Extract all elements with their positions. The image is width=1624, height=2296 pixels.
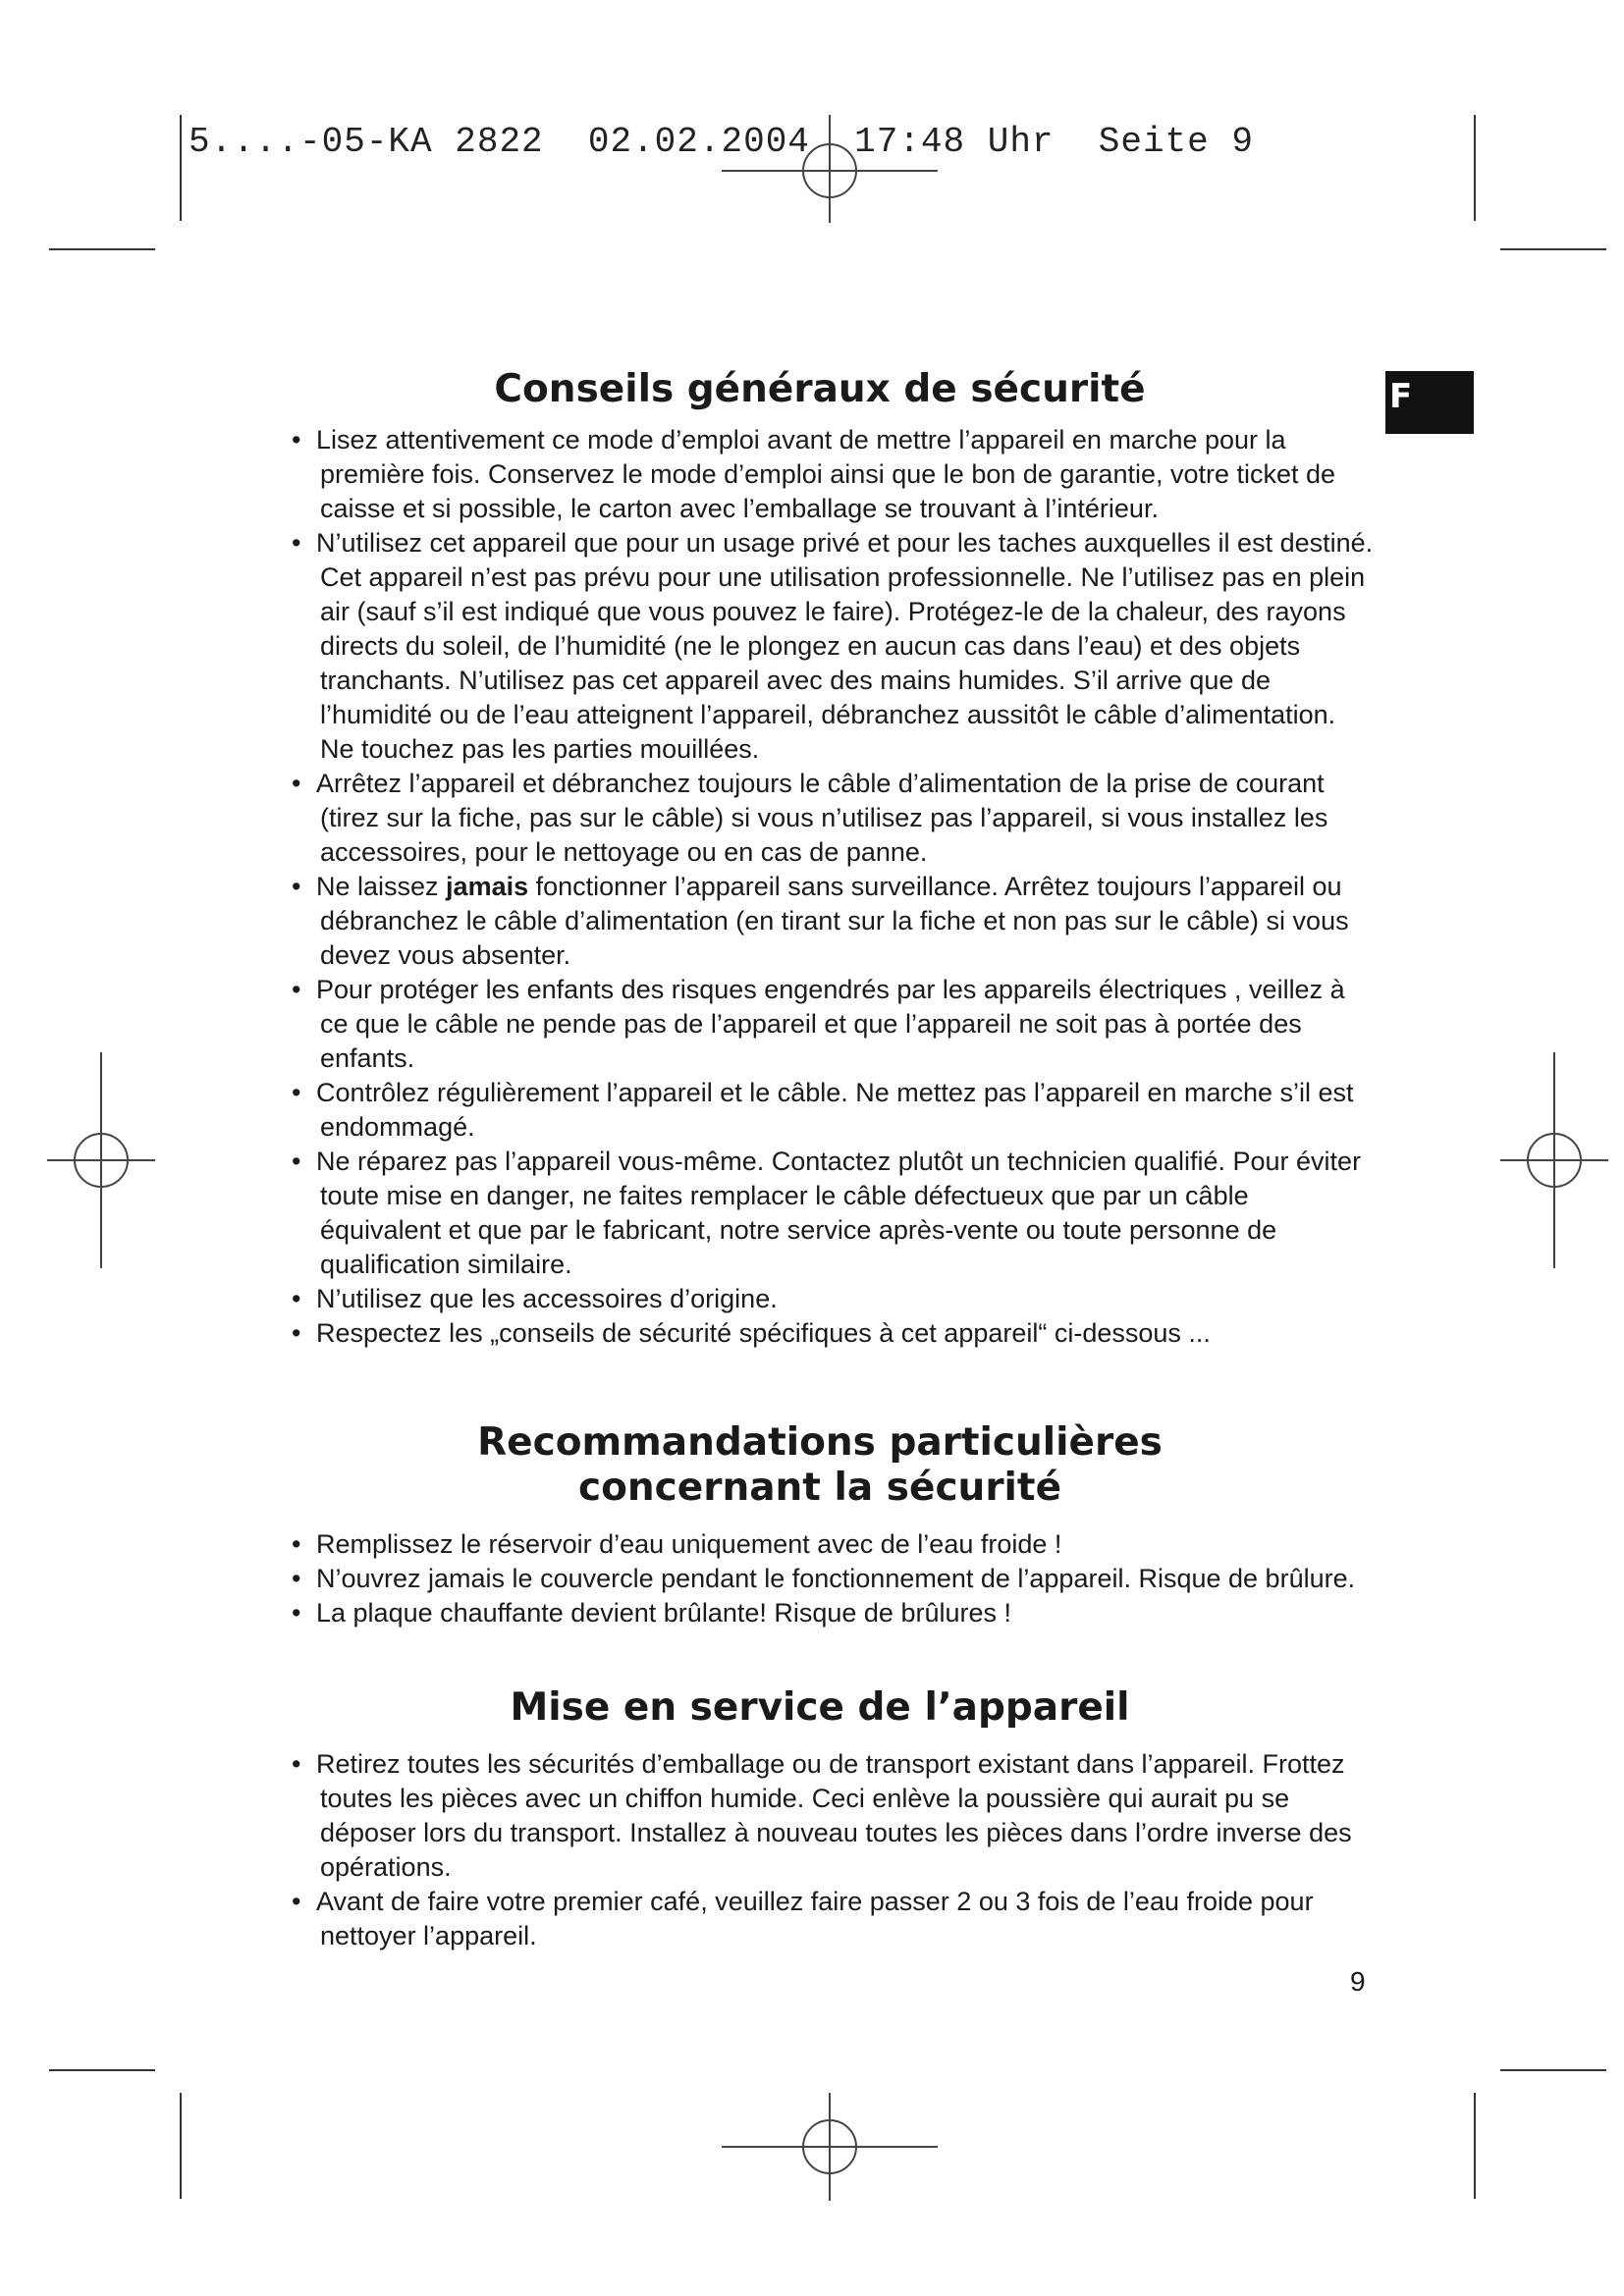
registration-mark-bottom-icon xyxy=(722,2093,938,2201)
list-item: • Lisez attentivement ce mode d’emploi avant de mettre l’appareil en marche pour la première fois. Conservez le mode d’emploi ainsi que le bon de garantie, votre ticket de caisse et si possible, le carton avec l’emballage se trouvant à l’intérieur. xyxy=(265,423,1375,526)
section-specific-safety xyxy=(265,1420,1375,1630)
list-item: • Pour protéger les enfants des risques engendrés par les appareils électriques , veillez à ce que le câble ne pende pas de l’appareil et que l’appareil ne soit pas à portée des enfants. xyxy=(265,973,1375,1076)
emphasis: jamais xyxy=(446,872,529,901)
list-item: • N’utilisez cet appareil que pour un usage privé et pour les taches auxquelles il est destiné. Cet appareil n’est pas prévu pour une utilisation professionnelle. Ne l’utilisez pas en plein air (sauf s’il est indiqué que vous pouvez le faire). Protégez-le de la chaleur, des rayons directs du soleil, de l’humidité (ne le plongez en aucun cas dans l’eau) et des objets tranchants. N’utilisez pas cet appareil avec des mains humides. S’il arrive que de l’humidité ou de l’eau atteignent l’appareil, débranchez aussitôt le câble d’alimentation. Ne touchez pas les parties mouillées. xyxy=(265,526,1375,767)
section-first-use xyxy=(265,1685,1375,1953)
crop-mark-top-right-vertical xyxy=(1474,115,1476,221)
list-item: • Remplissez le réservoir d’eau uniquement avec de l’eau froide ! xyxy=(265,1527,1375,1562)
list-item: • Avant de faire votre premier café, veuillez faire passer 2 ou 3 fois de l’eau froide pour nettoyer l’appareil. xyxy=(265,1885,1375,1953)
section-title: Mise en service de l’appareil xyxy=(510,1685,1130,1730)
crop-mark-bottom-right-vertical xyxy=(1474,2093,1476,2199)
crop-mark-bottom-right-horizontal xyxy=(1500,2069,1606,2071)
crop-mark-top-left-vertical xyxy=(180,115,182,221)
list-item: • N’utilisez que les accessoires d’origine. xyxy=(265,1282,1375,1316)
page-number: 9 xyxy=(1350,1966,1366,1997)
registration-mark-top-icon xyxy=(722,115,938,223)
list-item: • La plaque chauffante devient brûlante! Risque de brûlures ! xyxy=(265,1596,1375,1630)
crop-mark-top-right-horizontal xyxy=(1500,248,1606,250)
crop-mark-bottom-left-vertical xyxy=(180,2093,182,2199)
print-slug: 5....-05-KA 2822 02.02.2004 17:48 Uhr Seite 9 xyxy=(189,122,1254,162)
crop-mark-top-left-horizontal xyxy=(49,248,155,250)
list-item: • Retirez toutes les sécurités d’emballage ou de transport existant dans l’appareil. Frottez toutes les pièces avec un chiffon humide. Ceci enlève la poussière qui aurait pu se déposer lors du transport. Installez à nouveau toutes les pièces dans l’ordre inverse des opérations. xyxy=(265,1747,1375,1885)
list-item: • Contrôlez régulièrement l’appareil et le câble. Ne mettez pas l’appareil en marche s’il est endommagé. xyxy=(265,1076,1375,1145)
list-item: • N’ouvrez jamais le couvercle pendant le fonctionnement de l’appareil. Risque de brûlure. xyxy=(265,1562,1375,1596)
registration-mark-left-icon xyxy=(47,1052,155,1268)
list-item: • Arrêtez l’appareil et débranchez toujours le câble d’alimentation de la prise de courant (tirez sur la fiche, pas sur le câble) si vous n’utilisez pas l’appareil, si vous installez les accessoires, pour le nettoyage ou en cas de panne. xyxy=(265,767,1375,870)
section-title: Recommandations particulières concernant la sécurité xyxy=(477,1420,1163,1510)
safety-list xyxy=(265,423,1375,1351)
section-general-safety xyxy=(265,367,1375,1351)
safety-list xyxy=(265,1527,1375,1630)
language-tab: F xyxy=(1385,371,1474,434)
list-item: • Ne réparez pas l’appareil vous-même. Contactez plutôt un technicien qualifié. Pour éviter toute mise en danger, ne faites remplacer le câble défectueux que par un câble équivalent et que par le fabricant, notre service après-vente ou toute personne de qualification similaire. xyxy=(265,1145,1375,1282)
registration-mark-right-icon xyxy=(1500,1052,1608,1268)
crop-mark-bottom-left-horizontal xyxy=(49,2069,155,2071)
list-item: • Ne laissez jamais fonctionner l’appareil sans surveillance. Arrêtez toujours l’appareil ou débranchez le câble d’alimentation (en tirant sur la fiche et non pas sur le câble) si vous devez vous absenter. xyxy=(265,870,1375,973)
section-title: Conseils généraux de sécurité xyxy=(494,367,1146,411)
setup-list xyxy=(265,1747,1375,1953)
list-item: • Respectez les „conseils de sécurité spécifiques à cet appareil“ ci-dessous ... xyxy=(265,1316,1375,1351)
